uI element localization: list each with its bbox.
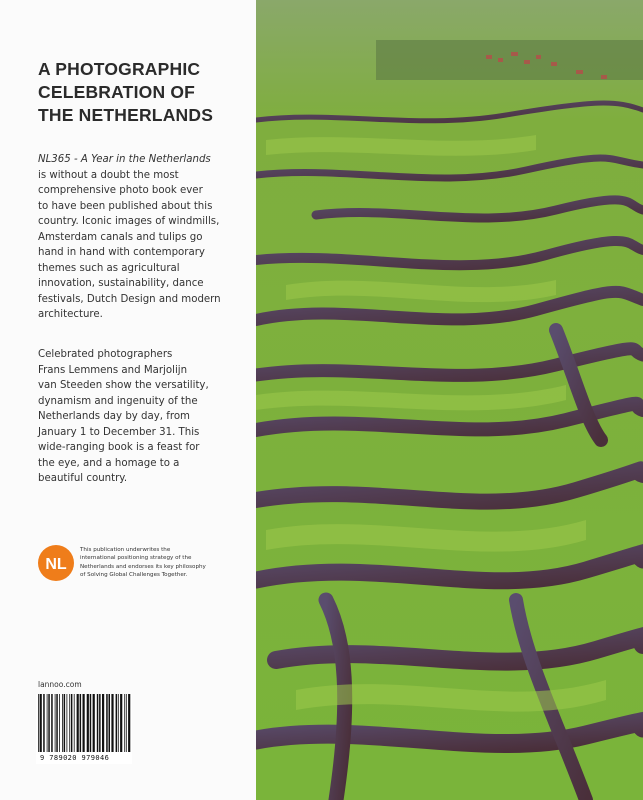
nl-logo-text: NL — [45, 556, 67, 573]
barcode-bar — [64, 694, 66, 752]
paragraph-line: beautiful country. — [38, 473, 128, 484]
isbn-number: 9 789020 979046 — [40, 754, 110, 762]
barcode-bar — [38, 694, 39, 752]
barcode-bar — [120, 694, 122, 752]
note-line: of Solving Global Challenges Together. — [80, 572, 188, 579]
paragraph-line: the eye, and a homage to a — [38, 457, 180, 469]
paragraph-line: Netherlands day by day, from — [38, 411, 190, 422]
photographers-paragraph — [38, 347, 253, 487]
intro-paragraph — [38, 152, 253, 323]
paragraph-line: to have been published about this — [38, 200, 213, 212]
note-line: This publication underwrites the — [80, 547, 171, 553]
title-line: A PHOTOGRAPHIC — [38, 59, 201, 79]
barcode-bar — [69, 694, 70, 752]
paragraph-line: wide-ranging book is a feast for — [38, 442, 200, 453]
barcode-bar — [77, 694, 79, 752]
barcode-bar — [74, 694, 75, 752]
aerial-polder-photo — [256, 0, 643, 800]
note-line: Netherlands and endorses its key philosophy — [80, 563, 206, 570]
barcode-bar — [111, 694, 113, 752]
paragraph-line: country. Iconic images of windmills, — [38, 216, 220, 227]
paragraph-line: dynamism and ingenuity of the — [38, 395, 198, 407]
note-line: international positioning strategy of the — [80, 555, 192, 562]
paragraph-line: Amsterdam canals and tulips go — [38, 231, 203, 243]
barcode-bar — [118, 694, 119, 752]
barcode-bar — [93, 694, 95, 752]
barcode-bar — [67, 694, 68, 752]
barcode-bar — [40, 694, 42, 752]
paragraph-line: January 1 to December 31. This — [38, 426, 200, 438]
barcode-bar — [56, 694, 58, 752]
barcode-bar — [106, 694, 108, 752]
barcode-bar — [126, 694, 127, 752]
paragraph-line: festivals, Dutch Design and modern — [38, 293, 221, 305]
barcode-bar — [102, 694, 104, 752]
barcode-bar — [90, 694, 92, 752]
barcode-bar — [97, 694, 99, 752]
barcode-bar — [59, 694, 60, 752]
cover-title — [38, 58, 250, 127]
barcode-bar — [87, 694, 89, 752]
barcode-bar — [43, 694, 45, 752]
publisher-website: lannoo.com — [38, 680, 82, 689]
barcode-bar — [62, 694, 63, 752]
barcode-bar — [80, 694, 82, 752]
barcode-bar — [116, 694, 118, 752]
barcode-bar — [51, 694, 53, 752]
book-title-italic: NL365 - A Year in the Netherlands — [38, 154, 211, 165]
paragraph-line: Frans Lemmens and Marjolijn — [38, 364, 188, 376]
barcode-bar — [47, 694, 48, 752]
barcode-bars-icon — [36, 694, 132, 754]
paragraph-line: Celebrated photographers — [38, 349, 173, 360]
barcode-bar — [128, 694, 130, 752]
paragraph-line: themes such as agricultural — [38, 262, 180, 274]
back-cover-text-panel — [0, 0, 256, 800]
barcode-bar — [124, 694, 125, 752]
barcode-bar — [55, 694, 56, 752]
title-line: THE NETHERLANDS — [38, 105, 214, 125]
paragraph-line: hand in hand with contemporary — [38, 247, 205, 258]
barcode-bar — [48, 694, 50, 752]
title-line: CELEBRATION OF — [38, 82, 196, 102]
barcode-bar — [71, 694, 73, 752]
paragraph-line: innovation, sustainability, dance — [38, 278, 204, 289]
barcode-bar — [109, 694, 111, 752]
paragraph-line: comprehensive photo book ever — [38, 185, 203, 196]
paragraph-line: architecture. — [38, 309, 103, 320]
nl-logo-icon — [38, 545, 74, 581]
paragraph-line: van Steeden show the versatility, — [38, 380, 209, 391]
paragraph-line: is without a doubt the most — [38, 169, 179, 181]
barcode-bar — [83, 694, 85, 752]
distant-village — [376, 40, 643, 80]
barcode-bar — [99, 694, 101, 752]
positioning-note — [80, 546, 255, 580]
